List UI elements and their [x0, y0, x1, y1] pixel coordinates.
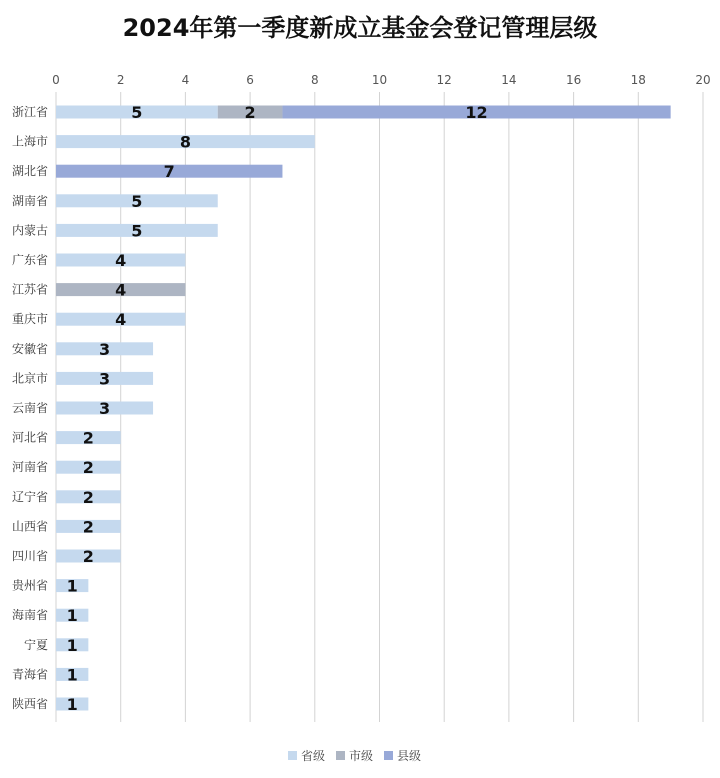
data-label: 1: [66, 665, 78, 685]
data-label: 3: [98, 339, 111, 359]
x-tick-label: 16: [565, 73, 582, 87]
x-tick-label: 10: [371, 73, 388, 87]
data-label: 4: [115, 310, 127, 330]
category-label: 湖北省: [11, 164, 48, 179]
category-label: 云南省: [11, 401, 48, 415]
category-label: 浙江省: [11, 105, 48, 119]
category-label: 重庆市: [11, 312, 48, 327]
category-label: 陕西省: [11, 697, 48, 711]
data-label: 2: [82, 517, 94, 537]
data-label: 3: [98, 369, 111, 389]
data-label: 12: [465, 103, 488, 122]
category-label: 广东省: [11, 253, 48, 267]
legend-label: 县级: [397, 749, 422, 763]
data-label: 3: [98, 399, 111, 418]
category-label: 青海省: [11, 667, 48, 682]
data-label: 1: [66, 606, 78, 626]
x-tick-label: 4: [181, 73, 190, 87]
data-label: 2: [82, 487, 94, 507]
data-label: 8: [179, 132, 191, 152]
category-label: 宁夏: [23, 637, 48, 652]
category-label: 辽宁省: [11, 489, 48, 504]
x-tick-label: 20: [695, 73, 711, 87]
data-label: 7: [163, 162, 175, 182]
legend-label: 市级: [349, 749, 374, 763]
category-label: 四川省: [11, 549, 48, 563]
legend-swatch: [288, 751, 297, 760]
category-label: 上海市: [11, 134, 48, 149]
legend-label: 省级: [301, 749, 326, 763]
category-label: 内蒙古: [11, 223, 48, 238]
x-tick-label: 2: [116, 73, 125, 87]
category-label: 江苏省: [11, 282, 48, 297]
category-label: 河北省: [11, 430, 48, 445]
legend-swatch: [384, 751, 393, 760]
x-tick-label: 0: [52, 73, 60, 87]
data-label: 1: [66, 695, 78, 714]
data-label: 2: [82, 428, 94, 448]
data-label: 1: [66, 635, 78, 655]
category-label: 湖南省: [11, 193, 48, 208]
x-tick-label: 6: [246, 73, 254, 87]
data-label: 1: [66, 576, 78, 596]
legend-swatch: [336, 751, 345, 760]
category-label: 山西省: [11, 519, 48, 534]
x-tick-label: 12: [436, 73, 452, 87]
x-tick-label: 8: [310, 73, 319, 87]
category-label: 安徽省: [11, 341, 48, 356]
data-label: 5: [131, 191, 143, 211]
chart-title: 2024年第一季度新成立基金会登记管理层级: [122, 14, 598, 42]
x-tick-label: 18: [630, 73, 646, 87]
data-label: 5: [131, 103, 143, 122]
data-label: 5: [131, 221, 143, 241]
data-label: 2: [244, 103, 256, 122]
data-label: 2: [82, 458, 94, 478]
category-label: 贵州省: [11, 578, 48, 593]
category-label: 海南省: [11, 608, 48, 623]
data-label: 4: [115, 251, 127, 270]
category-label: 河南省: [11, 460, 48, 475]
data-label: 4: [115, 280, 127, 300]
category-label: 北京市: [11, 371, 48, 386]
data-label: 2: [82, 547, 94, 566]
x-tick-label: 14: [501, 73, 517, 87]
